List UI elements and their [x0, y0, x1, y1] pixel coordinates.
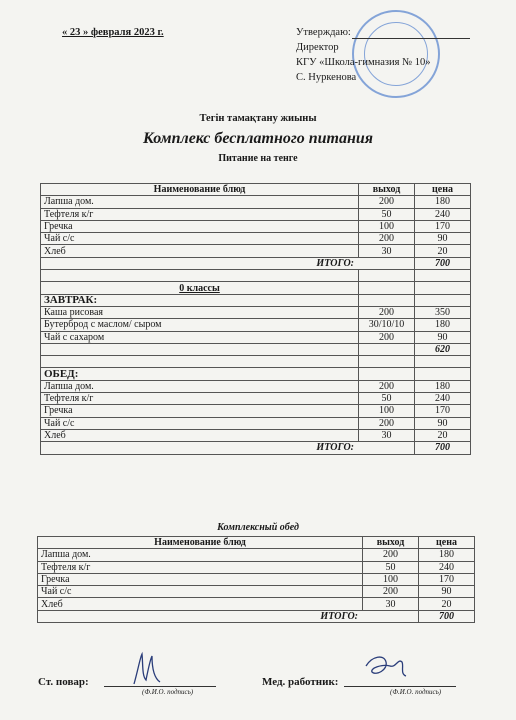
- table-row: [41, 380, 471, 392]
- dish-price: 180: [419, 549, 475, 561]
- table-row: [41, 331, 471, 343]
- table-row: [38, 598, 475, 610]
- approval-line-2: Директор: [296, 42, 339, 53]
- dish-portion: 200: [359, 417, 415, 429]
- complex-lunch-title: Комплексный обед: [217, 522, 299, 533]
- table-row: [41, 429, 471, 441]
- breakfast-total: 620: [415, 343, 471, 355]
- cook-label: Ст. повар:: [38, 676, 89, 688]
- dish-name: Гречка: [38, 573, 363, 585]
- table-row: [41, 405, 471, 417]
- total-row: [41, 257, 471, 269]
- dish-price: 90: [415, 331, 471, 343]
- dish-name: Чай с/с: [41, 233, 359, 245]
- dish-portion: 100: [359, 405, 415, 417]
- dish-price: 20: [415, 245, 471, 257]
- spacer-row: [41, 356, 471, 368]
- dish-portion: 200: [359, 233, 415, 245]
- table-row: [41, 319, 471, 331]
- total-value: 700: [415, 257, 471, 269]
- meal-row: [41, 294, 471, 306]
- dish-portion: 50: [363, 561, 419, 573]
- medic-label: Мед. работник:: [262, 676, 339, 688]
- cook-signature-icon: [128, 650, 168, 688]
- dish-portion: 200: [359, 196, 415, 208]
- dish-name: Хлеб: [41, 429, 359, 441]
- dish-price: 90: [419, 586, 475, 598]
- table-row: [41, 233, 471, 245]
- dish-name: Тефтеля к/г: [41, 393, 359, 405]
- dish-portion: 200: [363, 586, 419, 598]
- dish-price: 20: [419, 598, 475, 610]
- document-date: « 23 » февраля 2023 г.: [62, 27, 164, 38]
- dish-name: Чай с/с: [41, 417, 359, 429]
- dish-portion: 30: [363, 598, 419, 610]
- table-row: [41, 245, 471, 257]
- approval-line-1: Утверждаю:: [296, 27, 351, 38]
- table-header-row: [38, 537, 475, 549]
- dish-portion: 50: [359, 208, 415, 220]
- total-label: ИТОГО:: [41, 442, 415, 454]
- dish-price: 90: [415, 417, 471, 429]
- header-price: цена: [419, 537, 475, 549]
- dish-price: 240: [415, 393, 471, 405]
- table-row: [41, 196, 471, 208]
- subtitle-kazakh: Тегін тамақтану жиыны: [199, 113, 317, 124]
- meal-row: [41, 368, 471, 380]
- table-row: [41, 306, 471, 318]
- section-label: 0 классы: [41, 282, 359, 294]
- dish-name: Лапша дом.: [41, 196, 359, 208]
- header-dish: Наименование блюд: [41, 184, 359, 196]
- dish-portion: 30/10/10: [359, 319, 415, 331]
- dish-portion: 30: [359, 429, 415, 441]
- dish-price: 170: [415, 405, 471, 417]
- approval-line-3: КГУ «Школа-гимназия № 10»: [296, 57, 431, 68]
- dish-portion: 200: [363, 549, 419, 561]
- medic-signature-line: [344, 686, 456, 687]
- table-header-row: [41, 184, 471, 196]
- approval-signature-line: [352, 38, 470, 39]
- medic-note: (Ф.И.О. подпись): [390, 688, 442, 696]
- table-row: [38, 573, 475, 585]
- dish-name: Тефтеля к/г: [38, 561, 363, 573]
- dish-name: Гречка: [41, 220, 359, 232]
- table-row: [38, 561, 475, 573]
- dish-price: 170: [415, 220, 471, 232]
- dish-portion: 100: [363, 573, 419, 585]
- dish-portion: 200: [359, 331, 415, 343]
- table-row: [38, 586, 475, 598]
- dish-price: 180: [415, 196, 471, 208]
- header-portion: выход: [359, 184, 415, 196]
- dish-price: 240: [419, 561, 475, 573]
- total-label: ИТОГО:: [41, 257, 415, 269]
- header-portion: выход: [363, 537, 419, 549]
- dish-portion: 200: [359, 380, 415, 392]
- dish-price: 180: [415, 380, 471, 392]
- dish-price: 180: [415, 319, 471, 331]
- cook-note: (Ф.И.О. подпись): [142, 688, 194, 696]
- dish-name: Лапша дом.: [41, 380, 359, 392]
- dish-portion: 50: [359, 393, 415, 405]
- total-value: 700: [415, 442, 471, 454]
- official-stamp: [352, 10, 440, 98]
- medic-signature-icon: [362, 652, 410, 686]
- total-row: [38, 610, 475, 622]
- total-value: 700: [419, 610, 475, 622]
- dish-name: Бутерброд с маслом/ сыром: [41, 319, 359, 331]
- menu-table: [40, 183, 471, 455]
- dish-name: Тефтеля к/г: [41, 208, 359, 220]
- dish-price: 20: [415, 429, 471, 441]
- dish-price: 90: [415, 233, 471, 245]
- dish-name: Чай с сахаром: [41, 331, 359, 343]
- dish-name: Чай с/с: [38, 586, 363, 598]
- table-row: [38, 549, 475, 561]
- approval-line-4: С. Нуркенова: [296, 72, 357, 83]
- header-price: цена: [415, 184, 471, 196]
- table-row: [41, 208, 471, 220]
- total-row: [41, 442, 471, 454]
- spacer-row: [41, 270, 471, 282]
- dish-name: Лапша дом.: [38, 549, 363, 561]
- dish-portion: 200: [359, 306, 415, 318]
- header-dish: Наименование блюд: [38, 537, 363, 549]
- table-row: [41, 393, 471, 405]
- dish-name: Гречка: [41, 405, 359, 417]
- dish-price: 240: [415, 208, 471, 220]
- total-label: ИТОГО:: [38, 610, 419, 622]
- section-row: [41, 282, 471, 294]
- dish-price: 350: [415, 306, 471, 318]
- dish-portion: 100: [359, 220, 415, 232]
- complex-lunch-table: [37, 536, 475, 623]
- table-row: [41, 417, 471, 429]
- dish-name: Хлеб: [38, 598, 363, 610]
- dish-portion: 30: [359, 245, 415, 257]
- dish-price: 170: [419, 573, 475, 585]
- dish-name: Хлеб: [41, 245, 359, 257]
- page-title: Комплекс бесплатного питания: [143, 130, 373, 147]
- lunch-label: ОБЕД:: [41, 368, 359, 380]
- total-row: [41, 343, 471, 355]
- breakfast-label: ЗАВТРАК:: [41, 294, 359, 306]
- price-note: Питание на тенге: [218, 153, 298, 164]
- table-row: [41, 220, 471, 232]
- dish-name: Каша рисовая: [41, 306, 359, 318]
